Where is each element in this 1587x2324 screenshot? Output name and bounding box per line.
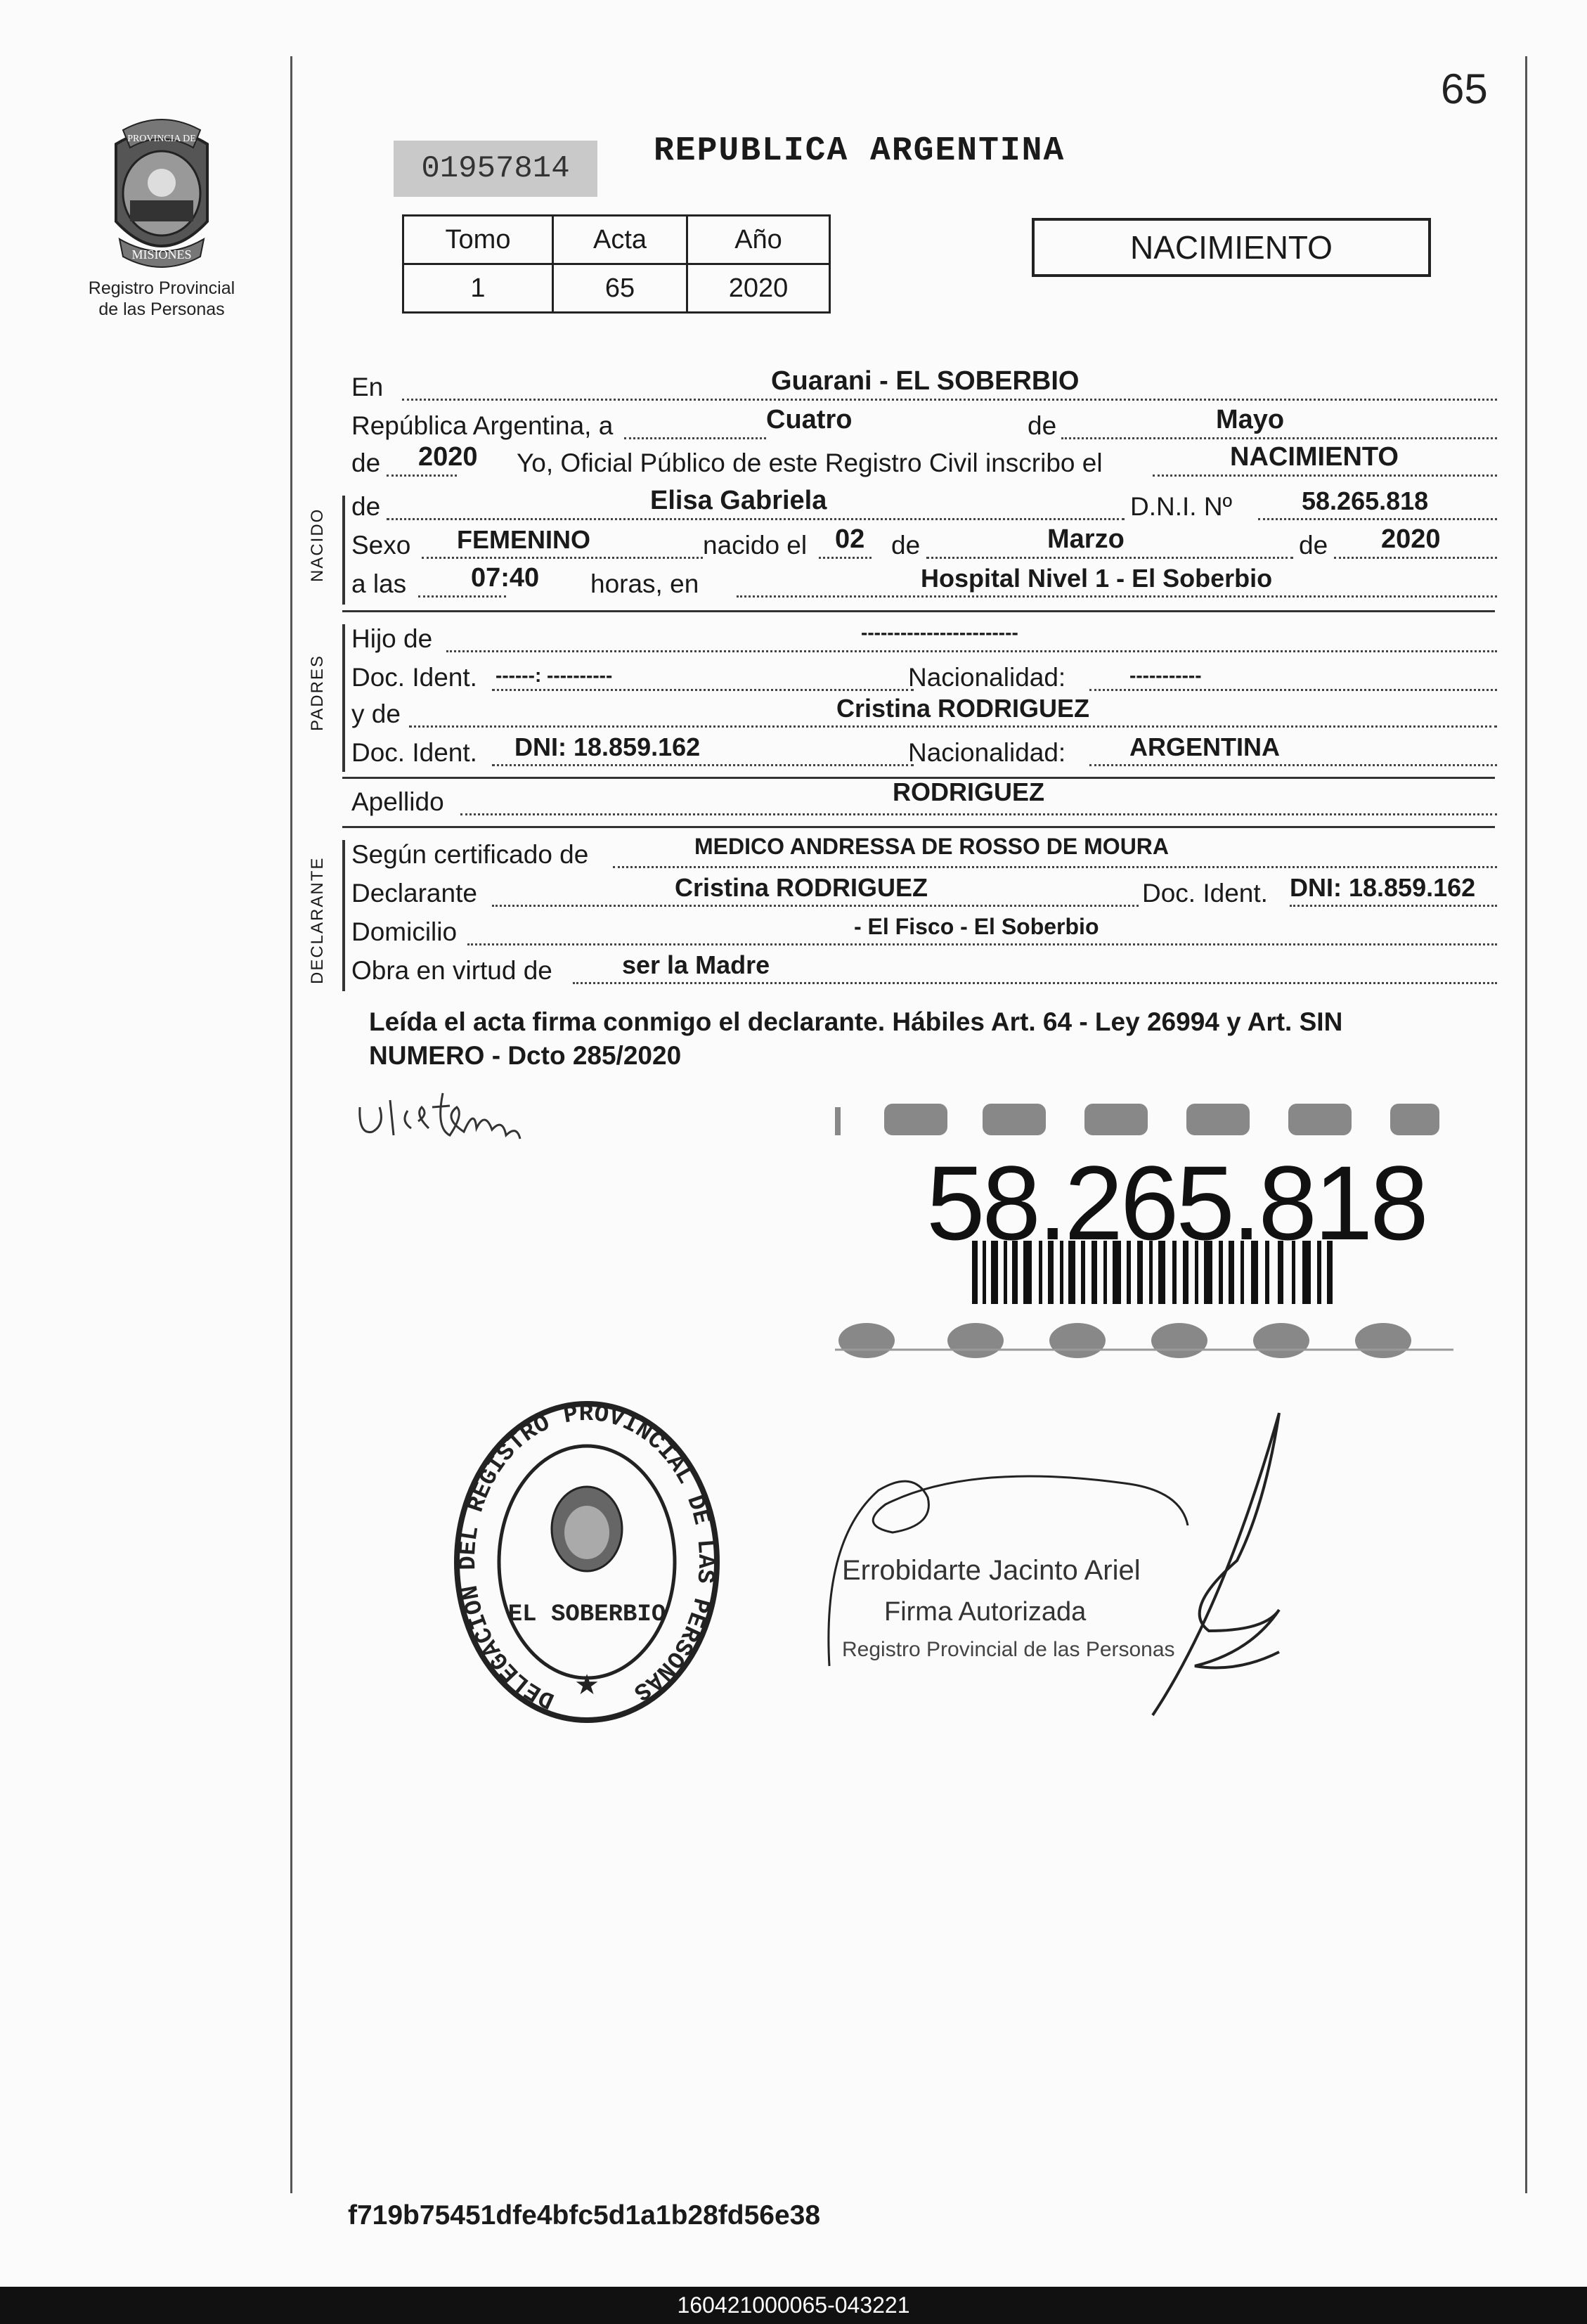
record-type-box: NACIMIENTO [1032,218,1431,277]
svg-text:MISIONES: MISIONES [131,247,192,262]
birth-time-value: 07:40 [471,563,540,593]
place-value: Guarani - EL SOBERBIO [771,366,1080,396]
declarante-label: Declarante [351,879,477,908]
table-header-cell: Tomo [403,216,553,264]
table-header-cell: Año [687,216,830,264]
legal-note-line1: Leída el acta firma conmigo el declarante. Hábiles Art. 64 - Ley 26994 y Art. SIN [369,1007,1343,1036]
doc-value: DNI: 18.859.162 [514,732,701,761]
form-line-certificado [351,834,1497,874]
form-line-doc1 [351,663,1497,697]
name-value: Elisa Gabriela [650,486,827,515]
table-row [403,264,830,313]
certificado-label: Según certificado de [351,840,589,869]
registry-logo [84,116,239,320]
year-value: 2020 [418,442,478,472]
form-line-obra [351,950,1497,990]
form-line-hijo [351,621,1497,658]
de-label: de [891,531,921,560]
right-margin-line [1525,56,1527,2193]
domicilio-label: Domicilio [351,917,458,946]
nacido-el-label: nacido el [703,531,808,560]
table-header-cell: Acta [553,216,687,264]
month-value: Mayo [1216,405,1285,434]
form-line-madre [351,694,1497,733]
de-label: de [1028,411,1057,440]
form-line-declarante [351,873,1497,912]
doc-ident-label: Doc. Ident. [351,663,477,692]
oficial-text: Yo, Oficial Público de este Registro Civil inscribo el [517,448,1103,477]
stamp-coat-of-arms-icon [552,1487,622,1571]
form-line-hora [351,563,1497,603]
form-line-name [351,486,1497,526]
stamp-ring-text: DELEGACION DEL REGISTRO PROVINCIAL DE LAS PERSONAS [455,1400,719,1714]
section-divider [342,826,1495,828]
serial-number: 01957814 [394,141,597,197]
official-org: Registro Provincial de las Personas [842,1638,1175,1661]
dni-value: 58.265.818 [1302,486,1429,515]
doc-value: DNI: 18.859.162 [1290,873,1476,902]
dni-label: D.N.I. Nº [1130,492,1233,521]
document-title: REPUBLICA ARGENTINA [654,132,1065,170]
footer-code: 160421000065-043221 [677,2292,910,2318]
apellido-value: RODRIGUEZ [893,777,1044,806]
form-line-sexo [351,524,1497,564]
birth-year-value: 2020 [1381,524,1441,554]
misiones-coat-of-arms-icon [95,116,228,278]
mother-name-value: Cristina RODRIGUEZ [836,694,1090,723]
table-cell-anio: 2020 [687,264,830,313]
obra-value: ser la Madre [622,950,770,979]
section-bracket [342,496,345,605]
section-bracket [342,840,345,991]
form-line-doc2 [351,732,1497,772]
official-role: Firma Autorizada [884,1597,1087,1627]
domicilio-value: - El Fisco - El Soberbio [854,914,1099,939]
side-label-padres: PADRES [308,654,327,731]
de-label: de [351,448,381,477]
form-line-republica [351,405,1497,445]
form-line-en [351,366,1497,406]
doc-ident-label: Doc. Ident. [351,738,477,767]
stamp-center-text: EL SOBERBIO [507,1601,666,1628]
birth-place-value: Hospital Nivel 1 - El Soberbio [921,564,1273,593]
form-line-apellido [351,777,1497,821]
svg-text:PROVINCIA DE: PROVINCIA DE [127,134,196,144]
form-line-domicilio [351,914,1497,951]
table-cell-acta: 65 [553,264,687,313]
birth-day-value: 02 [835,524,865,554]
logo-text-line1: Registro Provincial [88,278,235,298]
certificado-value: MEDICO ANDRESSA DE ROSSO DE MOURA [694,834,1170,859]
declarante-value: Cristina RODRIGUEZ [675,873,928,902]
legal-note-line2: NUMERO - Dcto 285/2020 [369,1041,682,1070]
doc-ident-label: Doc. Ident. [1142,879,1268,908]
hijo-value: ------------------------ [861,621,1018,643]
hijo-label: Hijo de [351,624,433,653]
birth-month-value: Marzo [1047,524,1125,554]
svg-text:★: ★ [574,1670,600,1700]
section-divider [342,610,1495,612]
nacionalidad-label: Nacionalidad: [908,738,1066,767]
nacionalidad-value: ARGENTINA [1129,732,1280,761]
inscribe-value: NACIMIENTO [1230,442,1399,472]
y-de-label: y de [351,699,401,728]
left-margin-line [290,56,292,2193]
doc-value: ------: ---------- [495,664,613,686]
nacionalidad-value: ----------- [1129,664,1202,686]
day-value: Cuatro [766,405,853,434]
sexo-value: FEMENINO [457,525,591,554]
nacionalidad-label: Nacionalidad: [908,663,1066,692]
official-name: Errobidarte Jacinto Ariel [842,1555,1141,1586]
a-las-label: a las [351,569,407,598]
declarant-signature [351,1086,562,1170]
obra-label: Obra en virtud de [351,956,552,985]
sexo-label: Sexo [351,531,411,560]
document-hash: f719b75451dfe4bfc5d1a1b28fd56e38 [348,2200,821,2231]
side-label-declarante: DECLARANTE [308,856,327,984]
logo-text-line2: de las Personas [98,299,225,319]
registry-table [402,214,831,314]
table-header-row [403,216,830,264]
legal-note [369,1005,1508,1073]
side-label-nacido: NACIDO [308,508,327,582]
horas-label: horas, en [590,569,699,598]
delegation-stamp [450,1399,724,1729]
page-number: 65 [1441,65,1488,112]
republica-label: República Argentina, a [351,411,614,440]
de-label: de [351,492,381,521]
form-line-year [351,442,1497,482]
de-label: de [1299,531,1328,560]
barcode-number: 58.265.818 [926,1144,1426,1262]
section-bracket [342,624,345,772]
en-label: En [351,373,384,401]
table-cell-tomo: 1 [403,264,553,313]
footer-code-bar [0,2287,1587,2324]
apellido-label: Apellido [351,787,444,816]
